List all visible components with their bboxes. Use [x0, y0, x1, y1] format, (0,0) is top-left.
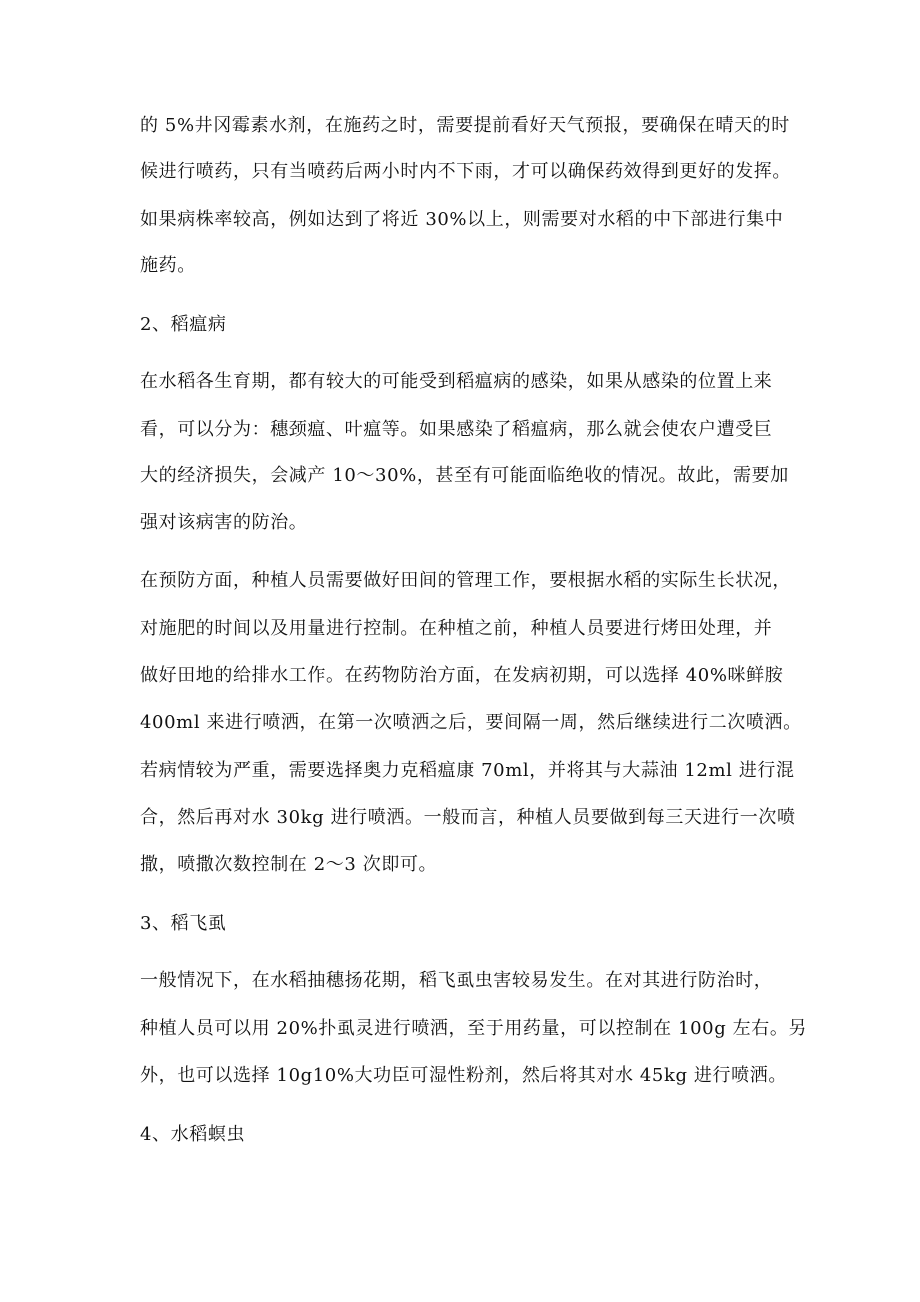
- section-heading: 4、水稻螟虫: [140, 1124, 246, 1145]
- paragraph-line: 合，然后再对水 30kg 进行喷洒。一般而言，种植人员要做到每三天进行一次喷: [140, 807, 796, 828]
- paragraph-line: 若病情较为严重，需要选择奥力克稻瘟康 70ml，并将其与大蒜油 12ml 进行混: [140, 760, 795, 781]
- paragraph-line: 外，也可以选择 10g10%大功臣可湿性粉剂，然后将其对水 45kg 进行喷洒。: [140, 1065, 787, 1086]
- paragraph-line: 施药。: [140, 255, 196, 276]
- paragraph-line: 在水稻各生育期，都有较大的可能受到稻瘟病的感染，如果从感染的位置上来: [140, 371, 773, 392]
- paragraph-line: 对施肥的时间以及用量进行控制。在种植之前，种植人员要进行烤田处理，并: [140, 618, 773, 639]
- paragraph-line: 的 5%井冈霉素水剂，在施药之时，需要提前看好天气预报，要确保在晴天的时: [140, 115, 790, 136]
- paragraph-line: 400ml 来进行喷洒，在第一次喷洒之后，要间隔一周，然后继续进行二次喷洒。: [140, 712, 802, 733]
- paragraph-line: 候进行喷药，只有当喷药后两小时内不下雨，才可以确保药效得到更好的发挥。: [140, 161, 791, 182]
- paragraph-line: 种植人员可以用 20%扑虱灵进行喷洒，至于用药量，可以控制在 100g 左右。另: [140, 1018, 808, 1039]
- paragraph-line: 撒，喷撒次数控制在 2～3 次即可。: [140, 854, 438, 875]
- paragraph-line: 一般情况下，在水稻抽穗扬花期，稻飞虱虫害较易发生。在对其进行防治时，: [140, 970, 773, 991]
- paragraph-line: 做好田地的给排水工作。在药物防治方面，在发病初期，可以选择 40%咪鲜胺: [140, 665, 784, 686]
- section-heading: 3、稻飞虱: [140, 913, 227, 934]
- paragraph-line: 强对该病害的防治。: [140, 512, 308, 533]
- paragraph-line: 看，可以分为：穗颈瘟、叶瘟等。如果感染了稻瘟病，那么就会使农户遭受巨: [140, 419, 773, 440]
- paragraph-line: 如果病株率较高，例如达到了将近 30%以上，则需要对水稻的中下部进行集中: [140, 209, 784, 230]
- paragraph-line: 大的经济损失，会减产 10～30%，甚至有可能面临绝收的情况。故此，需要加: [140, 465, 789, 486]
- paragraph-line: 在预防方面，种植人员需要做好田间的管理工作，要根据水稻的实际生长状况，: [140, 570, 791, 591]
- section-heading: 2、稻瘟病: [140, 314, 227, 335]
